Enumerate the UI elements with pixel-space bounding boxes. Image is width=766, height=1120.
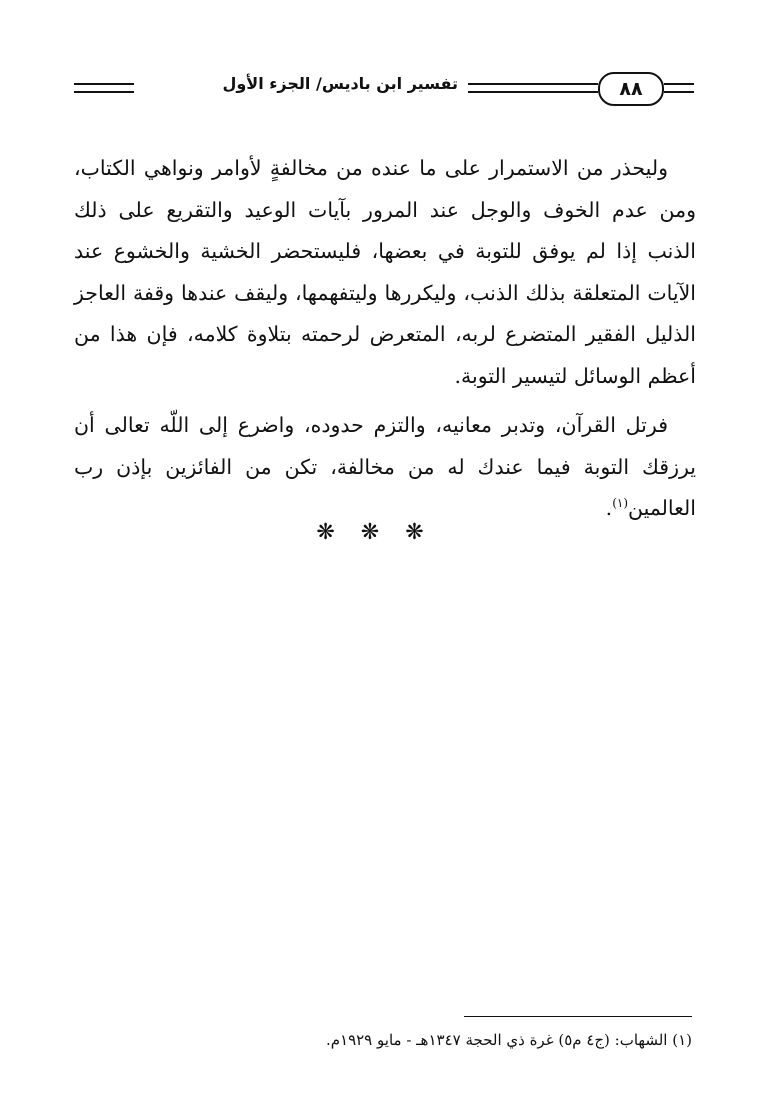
section-separator: ❋❋❋	[316, 520, 450, 545]
main-text	[74, 148, 696, 530]
paragraph-end: .	[605, 496, 613, 520]
page-header	[74, 68, 694, 108]
footnote-reference[interactable]: (١)	[612, 496, 629, 511]
footnote: (١) الشهاب: (ج٤ م٥) غرة ذي الحجة ١٣٤٧هـ - مايو ١٩٢٩م.	[325, 1031, 692, 1049]
paragraph	[74, 148, 696, 397]
footnote-divider	[464, 1016, 692, 1017]
running-title: تفسير ابن باديس/ الجزء الأول	[222, 74, 458, 93]
header-rule-middle	[468, 83, 598, 93]
paragraph	[74, 405, 696, 530]
header-rule-left	[74, 83, 134, 93]
paragraph-text: وليحذر من الاستمرار على ما عنده من مخالفةٍ لأوامر ونواهي الكتاب، ومن عدم الخوف والوجل عند المرور بآيات الوعيد والتقريع على ذلك الذنب إذا لم يوفق للتوبة في بعضها، فليستحضر الخشية والخشوع عند الآيات المتعلقة بذلك الذنب، وليكررها وليتفهمها، وليقف عندها وقفة العاجز الذليل الفقير المتضرع لربه، المتعرض لرحمته بتلاوة كلامه، فإن هذا من أعظم الوسائل لتيسير التوبة.	[74, 156, 696, 388]
paragraph-text: فرتل القرآن، وتدبر معانيه، والتزم حدوده، واضرع إلى اللّه تعالى أن يرزقك التوبة فيما عندك له من مخالفة، تكن من الفائزين بإذن رب العالمين	[74, 413, 696, 520]
page-number: ٨٨	[598, 72, 664, 106]
header-rule-right	[664, 83, 694, 93]
